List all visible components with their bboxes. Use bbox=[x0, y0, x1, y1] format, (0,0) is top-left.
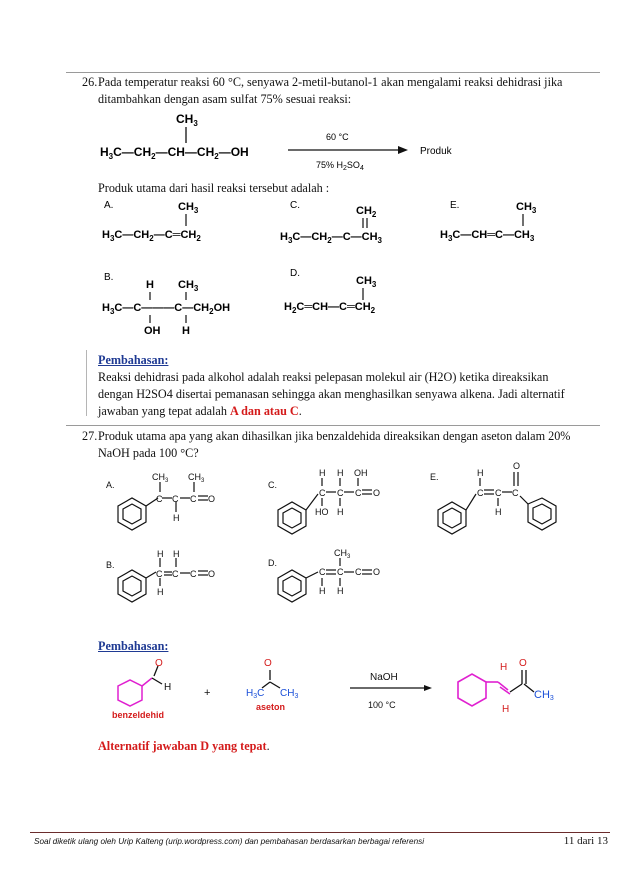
atom-o: O bbox=[373, 567, 381, 577]
atom-c: C bbox=[190, 494, 197, 504]
bond bbox=[152, 678, 162, 684]
atom-h: H bbox=[337, 468, 344, 478]
question-number: 26. bbox=[82, 75, 98, 89]
bond bbox=[142, 678, 152, 686]
option-d-methyl: $CH_3$ bbox=[334, 548, 351, 560]
bond bbox=[262, 682, 270, 688]
condition-temperature: 60 °C bbox=[326, 132, 349, 142]
atom-ho: HO bbox=[315, 507, 329, 517]
option-d-structure: $H_2C═CH—C═CH_2$ bbox=[284, 301, 376, 315]
condition-acid: 75% $H_2SO_4$ bbox=[316, 160, 364, 172]
benzene-ring-b-inner bbox=[123, 576, 141, 596]
option-c-label: C. bbox=[268, 480, 277, 490]
bond bbox=[524, 684, 534, 692]
benzene-ring-e-left-inner bbox=[443, 508, 461, 528]
atom-c: C bbox=[319, 488, 326, 498]
atom-h: H bbox=[500, 662, 508, 673]
option-c-label: C. bbox=[290, 200, 300, 211]
option-c-structure: $H_3C—CH_2—C—CH_3$ bbox=[280, 231, 382, 245]
benzene-ring-c-inner bbox=[283, 508, 301, 528]
option-e-methyl: $CH_3$ bbox=[516, 201, 537, 215]
atom-h: H bbox=[477, 468, 484, 478]
option-a-methyl: $CH_3$ bbox=[178, 201, 199, 215]
answer-26: A dan atau C bbox=[229, 404, 299, 418]
atom-h: H bbox=[319, 468, 326, 478]
atom-c: C bbox=[337, 488, 344, 498]
option-b-top-methyl: $CH_3$ bbox=[178, 279, 199, 293]
product-label: Produk bbox=[420, 146, 452, 157]
atom-o: O bbox=[208, 494, 216, 504]
atom-h: H bbox=[173, 549, 180, 559]
benzene-ring-a bbox=[118, 498, 146, 530]
bond bbox=[510, 684, 522, 692]
top-rule bbox=[66, 72, 600, 73]
atom-h: H bbox=[502, 704, 510, 715]
option-b-bottom-h: H bbox=[182, 325, 190, 336]
option-a-label: A. bbox=[104, 200, 114, 211]
benzene-ring-e-right bbox=[528, 498, 556, 530]
option-e-label: E. bbox=[450, 200, 460, 211]
benzaldehyde-ring bbox=[118, 680, 142, 706]
atom-o: O bbox=[519, 658, 527, 669]
acetone-methyl: $CH_3$ bbox=[280, 688, 299, 700]
question-text: Produk utama apa yang akan dihasilkan jika benzaldehida direaksikan dengan aseton dalam 20% NaOH pada 100 °C? bbox=[98, 429, 571, 460]
answer-27 bbox=[98, 738, 270, 755]
atom-c: C bbox=[495, 488, 502, 498]
option-e-label: E. bbox=[430, 472, 439, 482]
arrow-head bbox=[398, 146, 408, 154]
question-text: Pada temperatur reaksi 60 °C, senyawa 2-metil-butanol-1 akan mengalami reaksi dehidrasi jika ditambahkan dengan asam sulfat 75% sesuai reaksi: bbox=[98, 75, 563, 106]
reaction-27 bbox=[98, 658, 598, 722]
option-d-label: D. bbox=[268, 558, 277, 568]
benzene-ring-c bbox=[278, 502, 306, 534]
discussion-line: Reaksi dehidrasi pada alkohol adalah reaksi pelepasan molekul air (H2O) ketika direaksikan bbox=[98, 370, 549, 384]
q26-options bbox=[98, 196, 598, 336]
acetone-label: aseton bbox=[256, 702, 286, 712]
question-number: 27. bbox=[82, 429, 98, 443]
acetone-structure: $H_3C$ bbox=[246, 688, 265, 700]
option-a-label: A. bbox=[106, 480, 115, 490]
reactant-methyl: $CH_3$ bbox=[176, 112, 198, 128]
benzene-ring-d bbox=[278, 570, 306, 602]
atom-c: C bbox=[172, 569, 179, 579]
option-a-methyl-2: $CH_3$ bbox=[188, 472, 205, 484]
option-d-label: D. bbox=[290, 268, 300, 279]
benzene-ring-d-inner bbox=[283, 576, 301, 596]
page-number: 11 dari 13 bbox=[563, 835, 608, 847]
bond bbox=[466, 494, 476, 510]
atom-h: H bbox=[495, 507, 502, 517]
benzene-ring-e-left bbox=[438, 502, 466, 534]
discussion-title: Pembahasan: bbox=[98, 639, 169, 653]
option-a-structure: $H_3C—CH_2—C═CH_2$ bbox=[102, 229, 201, 243]
punctuation: . bbox=[298, 404, 302, 418]
benzene-ring-b bbox=[118, 570, 146, 602]
atom-c: C bbox=[477, 488, 484, 498]
atom-c: C bbox=[512, 488, 519, 498]
discussion-line: dengan H2SO4 disertai pemanasan sehingga akan menghasilkan senyawa alkena. Jadi alternatif bbox=[98, 387, 565, 401]
atom-h: H bbox=[337, 507, 344, 517]
condition-base: NaOH bbox=[370, 672, 398, 683]
question-26 bbox=[82, 74, 602, 114]
answer-27-text: Alternatif jawaban D yang tepat bbox=[98, 739, 267, 753]
atom-h: H bbox=[319, 586, 326, 596]
question-26-prompt: Produk utama dari hasil reaksi tersebut adalah : bbox=[98, 181, 330, 195]
bond bbox=[270, 682, 280, 688]
option-b-structure: $H_3C—C———C—CH_2OH$ bbox=[102, 302, 231, 316]
discussion-26 bbox=[98, 352, 565, 420]
reaction-26 bbox=[98, 110, 478, 172]
footer bbox=[32, 835, 608, 849]
option-b-label: B. bbox=[104, 272, 114, 283]
atom-c: C bbox=[172, 494, 179, 504]
option-a-methyl-1: $CH_3$ bbox=[152, 472, 169, 484]
benzaldehyde-label: benzeldehid bbox=[112, 710, 165, 720]
atom-o: O bbox=[155, 658, 163, 669]
atom-h: H bbox=[164, 682, 172, 693]
atom-h: H bbox=[337, 586, 344, 596]
option-b-bottom-oh: OH bbox=[144, 325, 161, 336]
footer-rule bbox=[30, 832, 610, 833]
atom-c: C bbox=[156, 569, 163, 579]
option-b-top: H bbox=[146, 279, 154, 291]
footer-credit: Soal diketik ulang oleh Urip Kalteng (urip.wordpress.com) dan pembahasan berdasarkan berbagai referensi bbox=[34, 837, 425, 846]
discussion-27-title bbox=[98, 638, 168, 655]
benzene-ring-e-right-inner bbox=[533, 504, 551, 524]
atom-o: O bbox=[373, 488, 381, 498]
punctuation: . bbox=[266, 739, 270, 753]
q27-options bbox=[98, 458, 598, 618]
atom-o: O bbox=[208, 569, 216, 579]
discussion-title: Pembahasan: bbox=[98, 353, 169, 367]
question-divider bbox=[66, 425, 600, 426]
condition-temperature: 100 °C bbox=[368, 700, 396, 710]
option-b-label: B. bbox=[106, 560, 115, 570]
reactant-chain: $H_3C—CH_2—CH—CH_2—OH$ bbox=[100, 145, 249, 161]
bond bbox=[306, 572, 318, 578]
option-c-methylene: $CH_2$ bbox=[356, 205, 377, 219]
atom-c: C bbox=[355, 567, 362, 577]
product-ring bbox=[458, 674, 486, 706]
atom-o: O bbox=[264, 658, 272, 669]
atom-c: C bbox=[190, 569, 197, 579]
discussion-line: jawaban yang tepat adalah bbox=[98, 404, 227, 418]
bond bbox=[520, 496, 528, 504]
atom-h: H bbox=[173, 513, 180, 523]
atom-h: H bbox=[157, 549, 164, 559]
atom-c: C bbox=[156, 494, 163, 504]
benzene-ring-a-inner bbox=[123, 504, 141, 524]
product-methyl: CH3 bbox=[534, 689, 554, 702]
bond bbox=[146, 572, 156, 578]
atom-c: C bbox=[355, 488, 362, 498]
atom-o: O bbox=[513, 461, 521, 471]
option-d-methyl: $CH_3$ bbox=[356, 275, 377, 289]
option-e-structure: $H_3C—CH═C—CH_3$ bbox=[440, 229, 535, 243]
plus-sign: + bbox=[204, 687, 211, 699]
discussion-bar bbox=[86, 350, 87, 416]
atom-h: H bbox=[157, 587, 164, 597]
arrow-head bbox=[424, 685, 432, 691]
atom-c: C bbox=[319, 567, 326, 577]
atom-oh: OH bbox=[354, 468, 368, 478]
atom-c: C bbox=[337, 567, 344, 577]
